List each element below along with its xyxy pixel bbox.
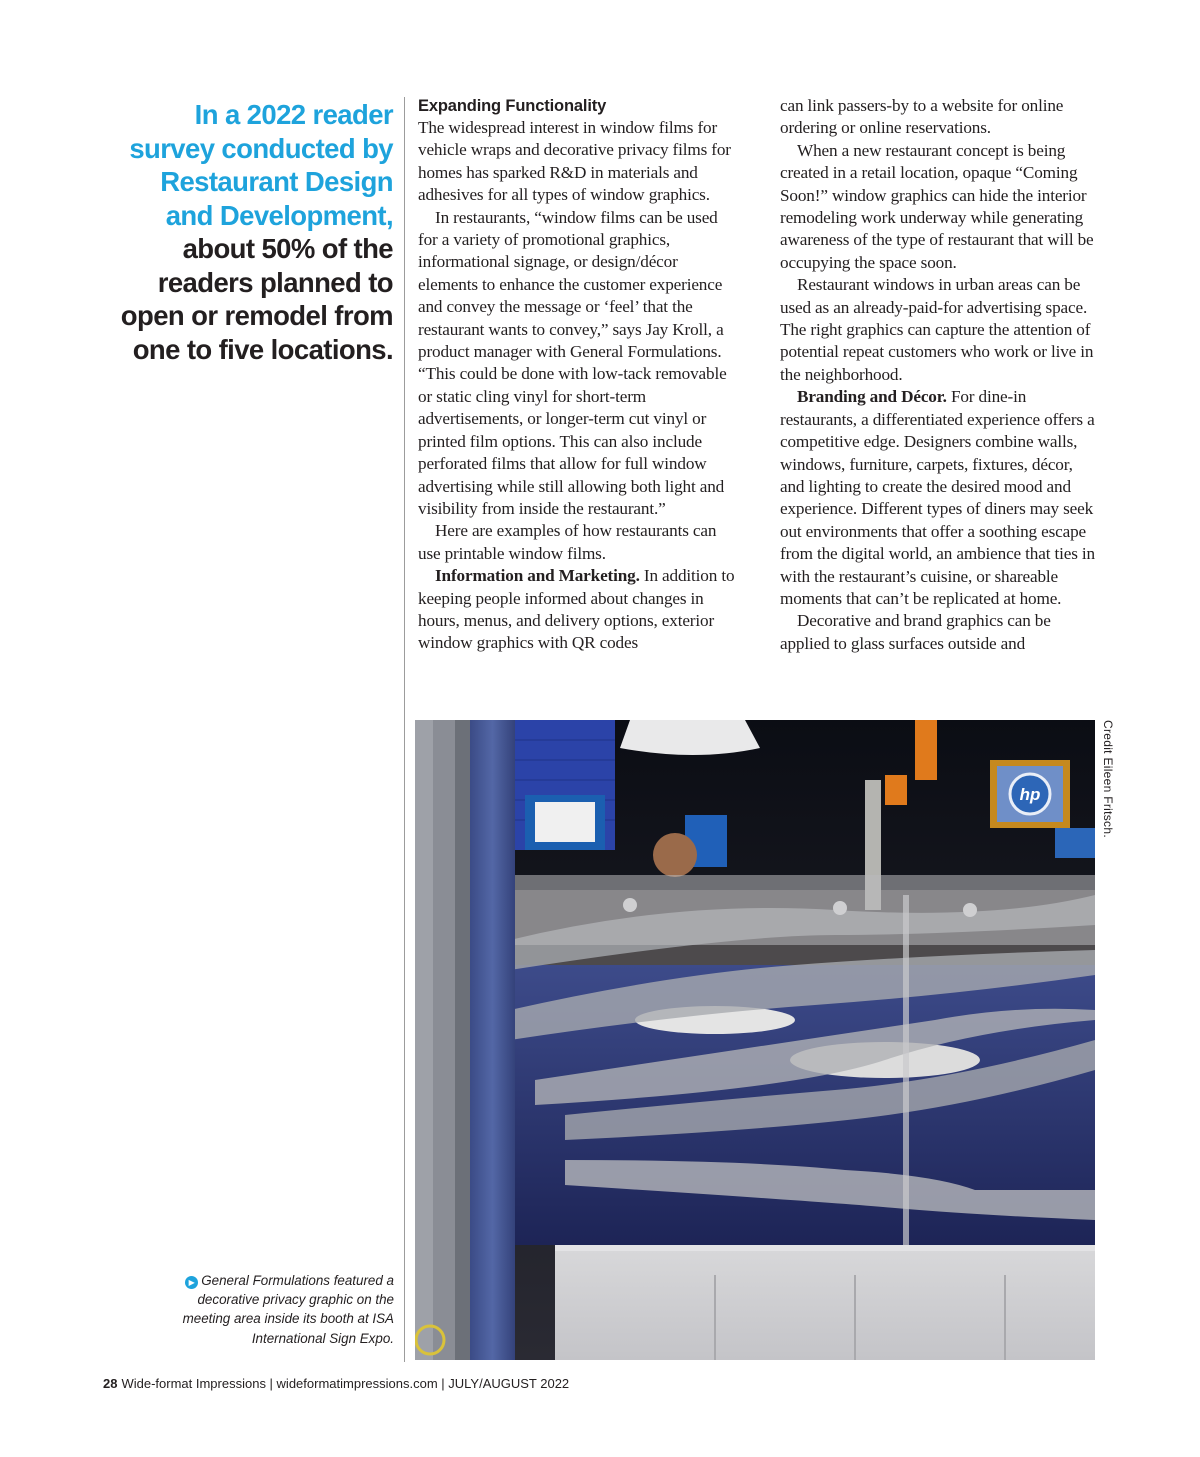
pull-quote-highlight: In a 2022 reader survey conducted by Restaurant Design and Development, (129, 99, 393, 231)
booth-photo (415, 720, 1095, 1360)
paragraph: When a new restaurant concept is being created in a retail location, opaque “Coming Soon!” window graphics can hide the interior remodeling work underway while generating awareness of the type of restaurant that will be occupying the space soon. (780, 140, 1094, 272)
page-number: 28 (103, 1376, 118, 1391)
paragraph: Here are examples of how restaurants can use printable window films. (418, 521, 717, 563)
column-divider (404, 97, 405, 1362)
run-in-heading: Information and Marketing. (435, 566, 640, 586)
footer-text: Wide-format Impressions | wideformatimpressions.com | JULY/AUGUST 2022 (121, 1376, 570, 1391)
article-column-1 (418, 95, 738, 655)
page-footer (103, 1376, 569, 1391)
privacy-graphic-illustration (415, 720, 1095, 1360)
hp-logo: hp (1019, 785, 1041, 804)
paragraph-text: In addition to keeping people informed about changes in hours, menus, and delivery options, exterior window graphics with QR codes (418, 566, 735, 653)
run-in-heading: Branding and Décor. (797, 387, 947, 407)
paragraph: Restaurant windows in urban areas can be used as an already-paid-for advertising space. The right graphics can capture the attention of potential repeat customers who work or live in the neighborhood. (780, 275, 1094, 384)
paragraph-text: For dine-in restaurants, a differentiated experience offers a competitive edge. Designers combine walls, windows, furniture, carpets, fixtures, décor, and lighting to create the desired mood and experience. Different types of diners may seek out environments that offer a soothing escape from the digital world, an ambience that ties in with the restaurant’s cuisine, or shareable moments that can’t be replicated at home. (780, 387, 1095, 608)
paragraph: can link passers-by to a website for online ordering or online reservations. (780, 96, 1064, 138)
section-heading: Expanding Functionality (418, 97, 607, 115)
paragraph (418, 565, 738, 655)
paragraph: In restaurants, “window films can be used for a variety of promotional graphics, informational signage, or design/décor elements to enhance the customer experience and convey the message or ‘feel’ that the restaurant wants to convey,” says Jay Kroll, a product manager with General Formulations. “This could be done with low-tack removable or static cling vinyl for short-term advertisements, or longer-term cut vinyl or printed film options. This can also include perforated films that allow for full window advertising while still allowing both light and visibility from inside the restaurant.” (418, 207, 727, 518)
photo-caption (150, 1271, 394, 1348)
caption-arrow-icon: ▶ (185, 1276, 198, 1289)
pull-quote-text: about 50% of the readers planned to open or remodel from one to five locations. (120, 233, 393, 365)
photo-credit: Credit Eileen Fritsch. (1101, 720, 1115, 838)
paragraph: The widespread interest in window films for vehicle wraps and decorative privacy films for homes has sparked R&D in materials and adhesives for all types of window graphics. (418, 118, 731, 205)
paragraph: Decorative and brand graphics can be applied to glass surfaces outside and (780, 611, 1051, 653)
pull-quote (120, 98, 393, 366)
caption-text: General Formulations featured a decorative privacy graphic on the meeting area inside its booth at ISA International Sign Expo. (182, 1273, 394, 1346)
paragraph (780, 386, 1100, 610)
article-column-2 (780, 95, 1100, 655)
